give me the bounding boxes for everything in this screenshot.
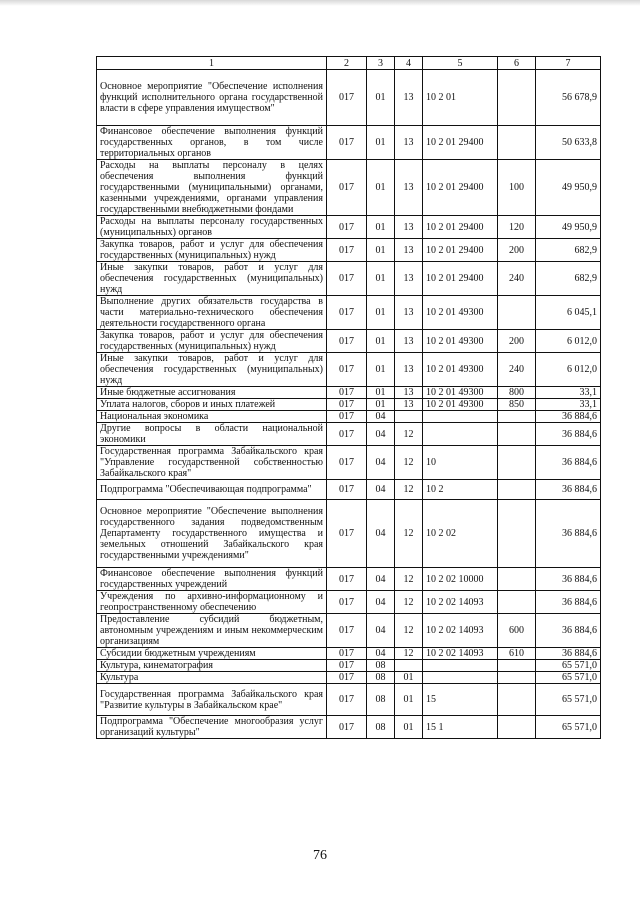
cell-glava: 017 xyxy=(327,353,367,387)
header-col-1: 1 xyxy=(97,57,327,70)
cell-name: Основное мероприятие "Обеспечение исполнения функций исполнительного органа государственной власти в сфере управления имуществом" xyxy=(97,70,327,126)
cell-glava: 017 xyxy=(327,262,367,296)
cell-vr xyxy=(498,660,536,672)
cell-csr: 10 2 02 10000 xyxy=(423,568,498,591)
cell-sum: 682,9 xyxy=(536,262,601,296)
cell-csr: 10 2 01 29400 xyxy=(423,160,498,216)
table-row xyxy=(97,672,601,684)
cell-sum: 36 884,6 xyxy=(536,411,601,423)
cell-csr: 10 2 02 14093 xyxy=(423,591,498,614)
cell-vr xyxy=(498,126,536,160)
cell-sum: 36 884,6 xyxy=(536,648,601,660)
cell-sum: 6 012,0 xyxy=(536,353,601,387)
cell-name: Подпрограмма "Обеспечивающая подпрограмма" xyxy=(97,480,327,500)
cell-rz: 08 xyxy=(367,672,395,684)
cell-csr: 10 xyxy=(423,446,498,480)
cell-csr: 10 2 01 49300 xyxy=(423,399,498,411)
cell-vr: 800 xyxy=(498,387,536,399)
cell-glava: 017 xyxy=(327,614,367,648)
cell-name: Подпрограмма "Обеспечение многообразия услуг организаций культуры" xyxy=(97,716,327,739)
cell-sum: 33,1 xyxy=(536,387,601,399)
cell-name: Финансовое обеспечение выполнения функций государственных органов, в том числе территориальных органов xyxy=(97,126,327,160)
cell-rz: 08 xyxy=(367,684,395,716)
cell-pr xyxy=(395,411,423,423)
table-row xyxy=(97,568,601,591)
cell-glava: 017 xyxy=(327,660,367,672)
cell-sum: 6 045,1 xyxy=(536,296,601,330)
cell-sum: 682,9 xyxy=(536,239,601,262)
cell-pr: 12 xyxy=(395,500,423,568)
cell-glava: 017 xyxy=(327,591,367,614)
table-row xyxy=(97,70,601,126)
cell-csr: 10 2 01 49300 xyxy=(423,296,498,330)
table-row xyxy=(97,262,601,296)
cell-vr xyxy=(498,568,536,591)
cell-vr: 200 xyxy=(498,330,536,353)
cell-rz: 01 xyxy=(367,296,395,330)
page-number: 76 xyxy=(313,848,327,863)
cell-sum: 49 950,9 xyxy=(536,160,601,216)
table-row xyxy=(97,296,601,330)
cell-name: Субсидии бюджетным учреждениям xyxy=(97,648,327,660)
cell-rz: 01 xyxy=(367,160,395,216)
table-row xyxy=(97,216,601,239)
cell-vr: 100 xyxy=(498,160,536,216)
table-row xyxy=(97,648,601,660)
cell-vr xyxy=(498,672,536,684)
cell-glava: 017 xyxy=(327,568,367,591)
cell-rz: 04 xyxy=(367,568,395,591)
cell-vr xyxy=(498,684,536,716)
cell-csr: 10 2 01 49300 xyxy=(423,330,498,353)
cell-vr: 120 xyxy=(498,216,536,239)
cell-csr xyxy=(423,672,498,684)
cell-vr: 200 xyxy=(498,239,536,262)
cell-name: Финансовое обеспечение выполнения функций государственных учреждений xyxy=(97,568,327,591)
table-row xyxy=(97,353,601,387)
header-row xyxy=(97,57,601,70)
cell-name: Иные закупки товаров, работ и услуг для обеспечения государственных (муниципальных) нужд xyxy=(97,353,327,387)
cell-csr: 10 2 02 14093 xyxy=(423,614,498,648)
cell-csr: 15 1 xyxy=(423,716,498,739)
cell-rz: 04 xyxy=(367,411,395,423)
header-col-3: 3 xyxy=(367,57,395,70)
cell-csr: 10 2 01 29400 xyxy=(423,262,498,296)
cell-rz: 08 xyxy=(367,716,395,739)
cell-name: Уплата налогов, сборов и иных платежей xyxy=(97,399,327,411)
cell-glava: 017 xyxy=(327,126,367,160)
cell-rz: 01 xyxy=(367,399,395,411)
cell-vr: 850 xyxy=(498,399,536,411)
cell-pr: 12 xyxy=(395,480,423,500)
cell-pr: 12 xyxy=(395,568,423,591)
cell-vr xyxy=(498,500,536,568)
table-row xyxy=(97,387,601,399)
table-row xyxy=(97,160,601,216)
header-col-2: 2 xyxy=(327,57,367,70)
cell-name: Другие вопросы в области национальной экономики xyxy=(97,423,327,446)
cell-csr: 10 2 01 49300 xyxy=(423,353,498,387)
cell-name: Предоставление субсидий бюджетным, автономным учреждениям и иным некоммерческим организациям xyxy=(97,614,327,648)
cell-name: Расходы на выплаты персоналу государственных (муниципальных) органов xyxy=(97,216,327,239)
cell-csr: 10 2 01 29400 xyxy=(423,239,498,262)
header-col-5: 5 xyxy=(423,57,498,70)
cell-glava: 017 xyxy=(327,239,367,262)
cell-sum: 65 571,0 xyxy=(536,660,601,672)
cell-rz: 04 xyxy=(367,446,395,480)
table-row xyxy=(97,126,601,160)
cell-sum: 65 571,0 xyxy=(536,684,601,716)
table-row xyxy=(97,423,601,446)
cell-name: Учреждения по архивно-информационному и геопространственному обеспечению xyxy=(97,591,327,614)
table-row xyxy=(97,591,601,614)
cell-vr xyxy=(498,411,536,423)
cell-rz: 01 xyxy=(367,330,395,353)
cell-name: Основное мероприятие "Обеспечение выполнения государственного задания подведомственным Департаменту государственного имущества и земельных отношений Забайкальского края государственными учреждениями" xyxy=(97,500,327,568)
cell-sum: 36 884,6 xyxy=(536,591,601,614)
table-row xyxy=(97,239,601,262)
cell-vr xyxy=(498,480,536,500)
cell-sum: 49 950,9 xyxy=(536,216,601,239)
cell-glava: 017 xyxy=(327,446,367,480)
cell-glava: 017 xyxy=(327,672,367,684)
cell-csr xyxy=(423,423,498,446)
cell-rz: 01 xyxy=(367,353,395,387)
cell-csr: 10 2 01 29400 xyxy=(423,126,498,160)
cell-sum: 6 012,0 xyxy=(536,330,601,353)
cell-pr: 13 xyxy=(395,353,423,387)
cell-glava: 017 xyxy=(327,716,367,739)
cell-pr: 12 xyxy=(395,614,423,648)
cell-sum: 36 884,6 xyxy=(536,614,601,648)
cell-rz: 04 xyxy=(367,614,395,648)
cell-csr: 10 2 01 xyxy=(423,70,498,126)
cell-pr: 13 xyxy=(395,262,423,296)
cell-csr: 10 2 02 xyxy=(423,500,498,568)
table-row xyxy=(97,399,601,411)
cell-pr: 12 xyxy=(395,591,423,614)
cell-sum: 65 571,0 xyxy=(536,672,601,684)
cell-glava: 017 xyxy=(327,70,367,126)
cell-csr xyxy=(423,411,498,423)
cell-rz: 01 xyxy=(367,126,395,160)
cell-rz: 01 xyxy=(367,239,395,262)
cell-rz: 08 xyxy=(367,660,395,672)
cell-sum: 36 884,6 xyxy=(536,446,601,480)
cell-pr: 13 xyxy=(395,216,423,239)
table-row xyxy=(97,446,601,480)
cell-pr: 01 xyxy=(395,672,423,684)
table-row xyxy=(97,716,601,739)
cell-vr xyxy=(498,446,536,480)
cell-pr: 13 xyxy=(395,399,423,411)
cell-rz: 04 xyxy=(367,591,395,614)
cell-glava: 017 xyxy=(327,330,367,353)
cell-glava: 017 xyxy=(327,399,367,411)
table-row xyxy=(97,480,601,500)
cell-pr: 01 xyxy=(395,684,423,716)
cell-sum: 36 884,6 xyxy=(536,423,601,446)
cell-sum: 36 884,6 xyxy=(536,568,601,591)
cell-glava: 017 xyxy=(327,216,367,239)
cell-vr xyxy=(498,423,536,446)
table-row xyxy=(97,500,601,568)
cell-name: Выполнение других обязательств государства в части материально-технического обеспечения деятельности государственного органа xyxy=(97,296,327,330)
cell-pr: 13 xyxy=(395,70,423,126)
cell-vr: 610 xyxy=(498,648,536,660)
cell-sum: 36 884,6 xyxy=(536,480,601,500)
table-row xyxy=(97,684,601,716)
cell-rz: 04 xyxy=(367,500,395,568)
cell-vr: 240 xyxy=(498,353,536,387)
cell-pr: 13 xyxy=(395,387,423,399)
cell-csr: 15 xyxy=(423,684,498,716)
cell-pr: 13 xyxy=(395,126,423,160)
cell-pr: 12 xyxy=(395,423,423,446)
cell-pr: 13 xyxy=(395,160,423,216)
budget-table xyxy=(96,56,601,739)
cell-vr xyxy=(498,716,536,739)
cell-pr: 13 xyxy=(395,330,423,353)
cell-name: Государственная программа Забайкальского края "Управление государственной собственностью Забайкальского края" xyxy=(97,446,327,480)
cell-name: Закупка товаров, работ и услуг для обеспечения государственных (муниципальных) нужд xyxy=(97,330,327,353)
table-row xyxy=(97,614,601,648)
cell-sum: 36 884,6 xyxy=(536,500,601,568)
cell-csr: 10 2 01 49300 xyxy=(423,387,498,399)
cell-pr: 13 xyxy=(395,296,423,330)
cell-glava: 017 xyxy=(327,296,367,330)
cell-csr: 10 2 02 14093 xyxy=(423,648,498,660)
cell-rz: 01 xyxy=(367,387,395,399)
cell-name: Иные закупки товаров, работ и услуг для обеспечения государственных (муниципальных) нужд xyxy=(97,262,327,296)
cell-name: Иные бюджетные ассигнования xyxy=(97,387,327,399)
cell-pr: 01 xyxy=(395,716,423,739)
scan-top-edge xyxy=(0,0,640,6)
cell-csr xyxy=(423,660,498,672)
cell-pr xyxy=(395,660,423,672)
cell-pr: 12 xyxy=(395,648,423,660)
cell-glava: 017 xyxy=(327,500,367,568)
cell-name: Культура xyxy=(97,672,327,684)
cell-name: Расходы на выплаты персоналу в целях обеспечения выполнения функций государственными (муниципальными) органами, казенными учреждениями, органами управления государственными внебюджетными фондами xyxy=(97,160,327,216)
cell-vr xyxy=(498,70,536,126)
cell-glava: 017 xyxy=(327,423,367,446)
cell-rz: 04 xyxy=(367,480,395,500)
cell-vr xyxy=(498,591,536,614)
cell-rz: 01 xyxy=(367,216,395,239)
cell-glava: 017 xyxy=(327,648,367,660)
cell-glava: 017 xyxy=(327,160,367,216)
cell-vr: 600 xyxy=(498,614,536,648)
cell-rz: 01 xyxy=(367,262,395,296)
cell-rz: 01 xyxy=(367,70,395,126)
header-col-7: 7 xyxy=(536,57,601,70)
header-col-6: 6 xyxy=(498,57,536,70)
cell-name: Закупка товаров, работ и услуг для обеспечения государственных (муниципальных) нужд xyxy=(97,239,327,262)
cell-sum: 56 678,9 xyxy=(536,70,601,126)
cell-sum: 65 571,0 xyxy=(536,716,601,739)
table-row xyxy=(97,330,601,353)
cell-vr: 240 xyxy=(498,262,536,296)
cell-name: Культура, кинематография xyxy=(97,660,327,672)
cell-sum: 33,1 xyxy=(536,399,601,411)
cell-pr: 12 xyxy=(395,446,423,480)
cell-vr xyxy=(498,296,536,330)
cell-glava: 017 xyxy=(327,480,367,500)
table-row xyxy=(97,660,601,672)
cell-name: Государственная программа Забайкальского края "Развитие культуры в Забайкальском крае" xyxy=(97,684,327,716)
cell-csr: 10 2 xyxy=(423,480,498,500)
cell-rz: 04 xyxy=(367,423,395,446)
cell-sum: 50 633,8 xyxy=(536,126,601,160)
cell-name: Национальная экономика xyxy=(97,411,327,423)
cell-glava: 017 xyxy=(327,387,367,399)
header-col-4: 4 xyxy=(395,57,423,70)
cell-glava: 017 xyxy=(327,411,367,423)
cell-rz: 04 xyxy=(367,648,395,660)
table-row xyxy=(97,411,601,423)
cell-csr: 10 2 01 29400 xyxy=(423,216,498,239)
cell-glava: 017 xyxy=(327,684,367,716)
cell-pr: 13 xyxy=(395,239,423,262)
